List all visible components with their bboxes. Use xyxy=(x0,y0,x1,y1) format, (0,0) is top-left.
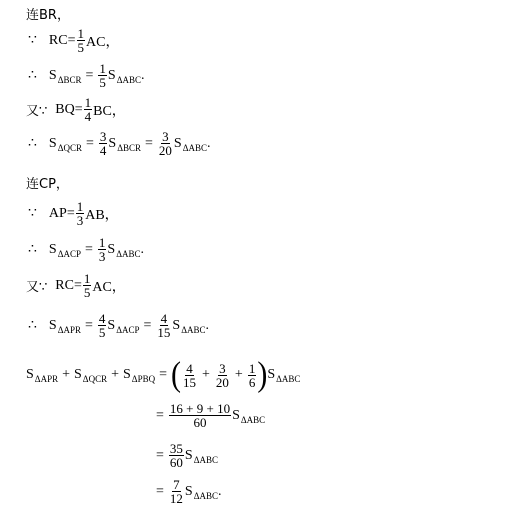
s-symbol: S xyxy=(232,407,240,423)
line-ap-ab xyxy=(28,200,119,227)
subscript: ΔACP xyxy=(57,248,82,259)
fraction-4-5: $\frac{4}{5}$ xyxy=(98,311,106,340)
period: . xyxy=(207,135,211,151)
equals: = xyxy=(156,447,164,463)
ap-equals: AP= xyxy=(48,205,75,221)
fraction-3-20: $\frac{3}{20}$ xyxy=(158,129,172,158)
connect-cp-text: 连CP， xyxy=(26,177,69,192)
s-symbol: S xyxy=(26,367,34,382)
line-bq-bc xyxy=(26,96,126,123)
plus: + xyxy=(202,367,210,382)
line-sum xyxy=(26,355,301,394)
fraction-3-20: $\frac{3}{20}$ xyxy=(215,360,229,390)
therefore-symbol: ∴ xyxy=(28,136,37,151)
therefore-symbol: ∴ xyxy=(28,68,37,83)
connect-br-text: 连BR， xyxy=(26,8,70,23)
line-s-acp xyxy=(28,236,144,263)
period: . xyxy=(205,317,210,333)
rc-equals: RC= xyxy=(48,32,76,48)
equals: = xyxy=(159,367,167,382)
fraction-1-6: $\frac{1}{6}$ xyxy=(248,360,256,390)
subscript: ΔABC xyxy=(116,248,141,259)
ac-text: AC， xyxy=(86,34,120,50)
fraction-1-5: $\frac{1}{5}$ xyxy=(77,26,84,55)
subscript: ΔABC xyxy=(240,414,266,425)
subscript: ΔABC xyxy=(193,490,218,501)
equals: = xyxy=(85,241,93,257)
subscript: ΔBCR xyxy=(57,74,82,85)
fraction-35-60: $\frac{35}{60}$ xyxy=(169,441,183,470)
line-s-qcr xyxy=(28,130,211,157)
subscript: ΔQCR xyxy=(82,374,108,384)
line-connect-br xyxy=(26,4,70,23)
fraction-sum-60: $\frac{16 + 9 + 10}{60}$ xyxy=(169,401,231,430)
line-step-4 xyxy=(152,478,222,505)
s-symbol: S xyxy=(48,67,57,83)
fraction-3-4: $\frac{3}{4}$ xyxy=(99,129,107,158)
period: . xyxy=(141,67,145,83)
subscript: ΔPBQ xyxy=(131,374,156,384)
s-symbol: S xyxy=(48,317,57,333)
s-symbol: S xyxy=(74,367,82,382)
period: . xyxy=(140,241,145,257)
line-s-bcr xyxy=(28,62,145,89)
therefore-symbol: ∴ xyxy=(28,318,37,333)
left-paren: ( xyxy=(171,355,181,394)
equals: = xyxy=(156,407,164,423)
since-symbol: ∵ xyxy=(28,206,37,221)
rc-equals: RC= xyxy=(55,277,82,293)
equals: = xyxy=(85,67,94,83)
subscript: ΔABC xyxy=(181,324,206,335)
s-symbol: S xyxy=(184,447,193,463)
subscript: ΔBCR xyxy=(117,142,142,153)
subscript: ΔABC xyxy=(193,454,218,465)
s-symbol: S xyxy=(123,367,131,382)
subscript: ΔAPR xyxy=(34,374,59,384)
s-symbol: S xyxy=(107,317,116,333)
subscript: ΔABC xyxy=(182,142,208,153)
line-s-apr xyxy=(28,312,209,339)
s-symbol: S xyxy=(108,135,117,151)
line-step-2 xyxy=(152,402,265,429)
therefore-symbol: ∴ xyxy=(28,242,37,257)
equals: = xyxy=(143,317,152,333)
subscript: ΔABC xyxy=(116,74,142,85)
fraction-1-3: $\frac{1}{3}$ xyxy=(76,199,84,228)
s-symbol: S xyxy=(173,135,182,151)
also-since: 又∵ xyxy=(26,280,48,295)
plus: + xyxy=(62,367,70,382)
s-symbol: S xyxy=(172,317,181,333)
s-symbol: S xyxy=(48,135,57,151)
equals: = xyxy=(145,135,153,151)
s-symbol: S xyxy=(107,67,116,83)
fraction-4-15: $\frac{4}{15}$ xyxy=(157,311,171,340)
fraction-1-5: $\frac{1}{5}$ xyxy=(99,61,106,90)
line-connect-cp xyxy=(26,173,69,192)
fraction-1-4: $\frac{1}{4}$ xyxy=(84,95,92,124)
subscript: ΔACP xyxy=(116,324,140,335)
subscript: ΔAPR xyxy=(57,324,82,335)
right-paren: ) xyxy=(257,355,268,394)
since-symbol: ∵ xyxy=(28,33,37,48)
equals: = xyxy=(156,483,164,499)
ac-text: AC， xyxy=(92,279,126,295)
bq-equals: BQ= xyxy=(55,101,83,117)
s-symbol: S xyxy=(107,241,116,257)
equals: = xyxy=(85,317,93,333)
line-rc-ac-2 xyxy=(26,272,126,299)
bc-text: BC， xyxy=(93,103,126,119)
line-rc-ac xyxy=(28,27,119,54)
subscript: ΔABC xyxy=(276,374,301,384)
s-symbol: S xyxy=(267,367,276,382)
s-symbol: S xyxy=(48,241,57,257)
subscript: ΔQCR xyxy=(57,142,83,153)
fraction-4-15: $\frac{4}{15}$ xyxy=(183,360,196,390)
s-symbol: S xyxy=(184,483,193,499)
also-since: 又∵ xyxy=(26,104,48,119)
period: . xyxy=(218,483,222,499)
plus: + xyxy=(234,367,243,382)
fraction-1-5: $\frac{1}{5}$ xyxy=(83,271,91,300)
line-step-3 xyxy=(152,442,218,469)
ab-text: AB， xyxy=(85,207,119,223)
fraction-7-12: $\frac{7}{12}$ xyxy=(169,477,183,506)
fraction-1-3: $\frac{1}{3}$ xyxy=(98,235,106,264)
plus: + xyxy=(111,367,119,382)
equals: = xyxy=(86,135,94,151)
